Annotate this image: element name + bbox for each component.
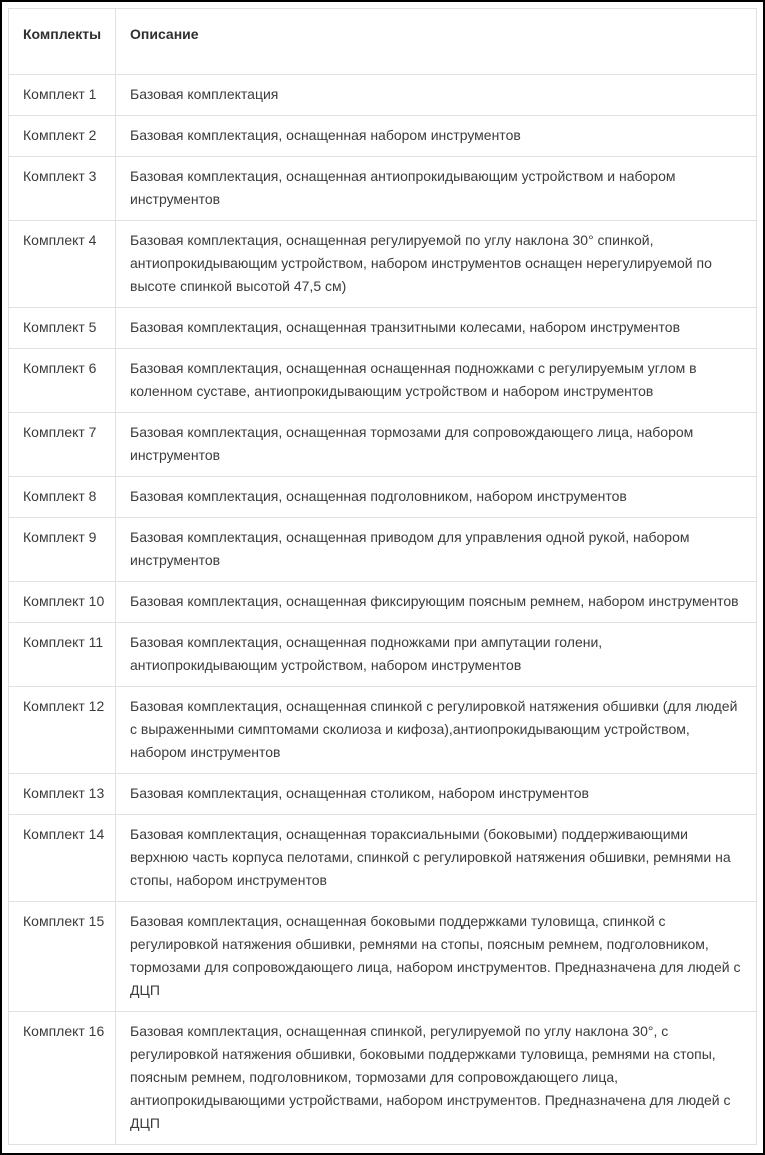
kits-table <box>8 8 757 1145</box>
description-cell: Базовая комплектация, оснащенная спинкой, регулируемой по углу наклона 30°, с регулировкой натяжения обшивки, боковыми поддержками туловища, ремнями на стопы, поясным ремнем, подголовником, тормозами для сопровождающего лица, антиопрокидывающими устройствами, набором инструментов. Предназначена для людей с ДЦП <box>116 1012 757 1145</box>
kit-cell: Комплект 4 <box>9 221 116 308</box>
table-row <box>9 1012 757 1145</box>
kit-cell: Комплект 11 <box>9 623 116 687</box>
description-cell: Базовая комплектация, оснащенная боковыми поддержками туловища, спинкой с регулировкой натяжения обшивки, ремнями на стопы, поясным ремнем, подголовником, тормозами для сопровождающего лица, набором инструментов. Предназначена для людей с ДЦП <box>116 902 757 1012</box>
kit-cell: Комплект 6 <box>9 349 116 413</box>
table-row <box>9 308 757 349</box>
kit-cell: Комплект 16 <box>9 1012 116 1145</box>
description-cell: Базовая комплектация, оснащенная подголовником, набором инструментов <box>116 477 757 518</box>
description-cell: Базовая комплектация, оснащенная столиком, набором инструментов <box>116 774 757 815</box>
table-row <box>9 413 757 477</box>
table-row <box>9 477 757 518</box>
description-cell: Базовая комплектация, оснащенная тораксиальными (боковыми) поддерживающими верхнюю часть корпуса пелотами, спинкой с регулировкой натяжения обшивки, ремнями на стопы, набором инструментов <box>116 815 757 902</box>
description-cell: Базовая комплектация, оснащенная фиксирующим поясным ремнем, набором инструментов <box>116 582 757 623</box>
kit-cell: Комплект 15 <box>9 902 116 1012</box>
column-header-description: Описание <box>116 9 757 75</box>
description-cell: Базовая комплектация, оснащенная оснащенная подножками с регулируемым углом в коленном суставе, антиопрокидывающим устройством и набором инструментов <box>116 349 757 413</box>
table-head <box>9 9 757 75</box>
table-row <box>9 116 757 157</box>
kit-cell: Комплект 14 <box>9 815 116 902</box>
description-cell: Базовая комплектация, оснащенная регулируемой по углу наклона 30° спинкой, антиопрокидывающим устройством, набором инструментов оснащен нерегулируемой по высоте спинкой высотой 47,5 см) <box>116 221 757 308</box>
table-body <box>9 75 757 1145</box>
table-row <box>9 157 757 221</box>
kit-cell: Комплект 12 <box>9 687 116 774</box>
kit-cell: Комплект 13 <box>9 774 116 815</box>
kit-cell: Комплект 5 <box>9 308 116 349</box>
table-row <box>9 582 757 623</box>
table-row <box>9 902 757 1012</box>
kit-cell: Комплект 7 <box>9 413 116 477</box>
column-header-kits: Комплекты <box>9 9 116 75</box>
table-header-row <box>9 9 757 75</box>
description-cell: Базовая комплектация, оснащенная приводом для управления одной рукой, набором инструментов <box>116 518 757 582</box>
kit-cell: Комплект 10 <box>9 582 116 623</box>
description-cell: Базовая комплектация, оснащенная подножками при ампутации голени, антиопрокидывающим устройством, набором инструментов <box>116 623 757 687</box>
table-row <box>9 687 757 774</box>
description-cell: Базовая комплектация, оснащенная спинкой с регулировкой натяжения обшивки (для людей с выраженными симптомами сколиоза и кифоза),антиопрокидывающим устройством, набором инструментов <box>116 687 757 774</box>
kit-cell: Комплект 3 <box>9 157 116 221</box>
kit-cell: Комплект 8 <box>9 477 116 518</box>
description-cell: Базовая комплектация, оснащенная набором инструментов <box>116 116 757 157</box>
description-cell: Базовая комплектация, оснащенная транзитными колесами, набором инструментов <box>116 308 757 349</box>
table-row <box>9 518 757 582</box>
description-cell: Базовая комплектация, оснащенная тормозами для сопровождающего лица, набором инструментов <box>116 413 757 477</box>
kit-cell: Комплект 9 <box>9 518 116 582</box>
kit-cell: Комплект 1 <box>9 75 116 116</box>
table-row <box>9 815 757 902</box>
table-row <box>9 774 757 815</box>
description-cell: Базовая комплектация <box>116 75 757 116</box>
table-row <box>9 75 757 116</box>
table-row <box>9 349 757 413</box>
kit-cell: Комплект 2 <box>9 116 116 157</box>
description-cell: Базовая комплектация, оснащенная антиопрокидывающим устройством и набором инструментов <box>116 157 757 221</box>
table-row <box>9 623 757 687</box>
table-row <box>9 221 757 308</box>
